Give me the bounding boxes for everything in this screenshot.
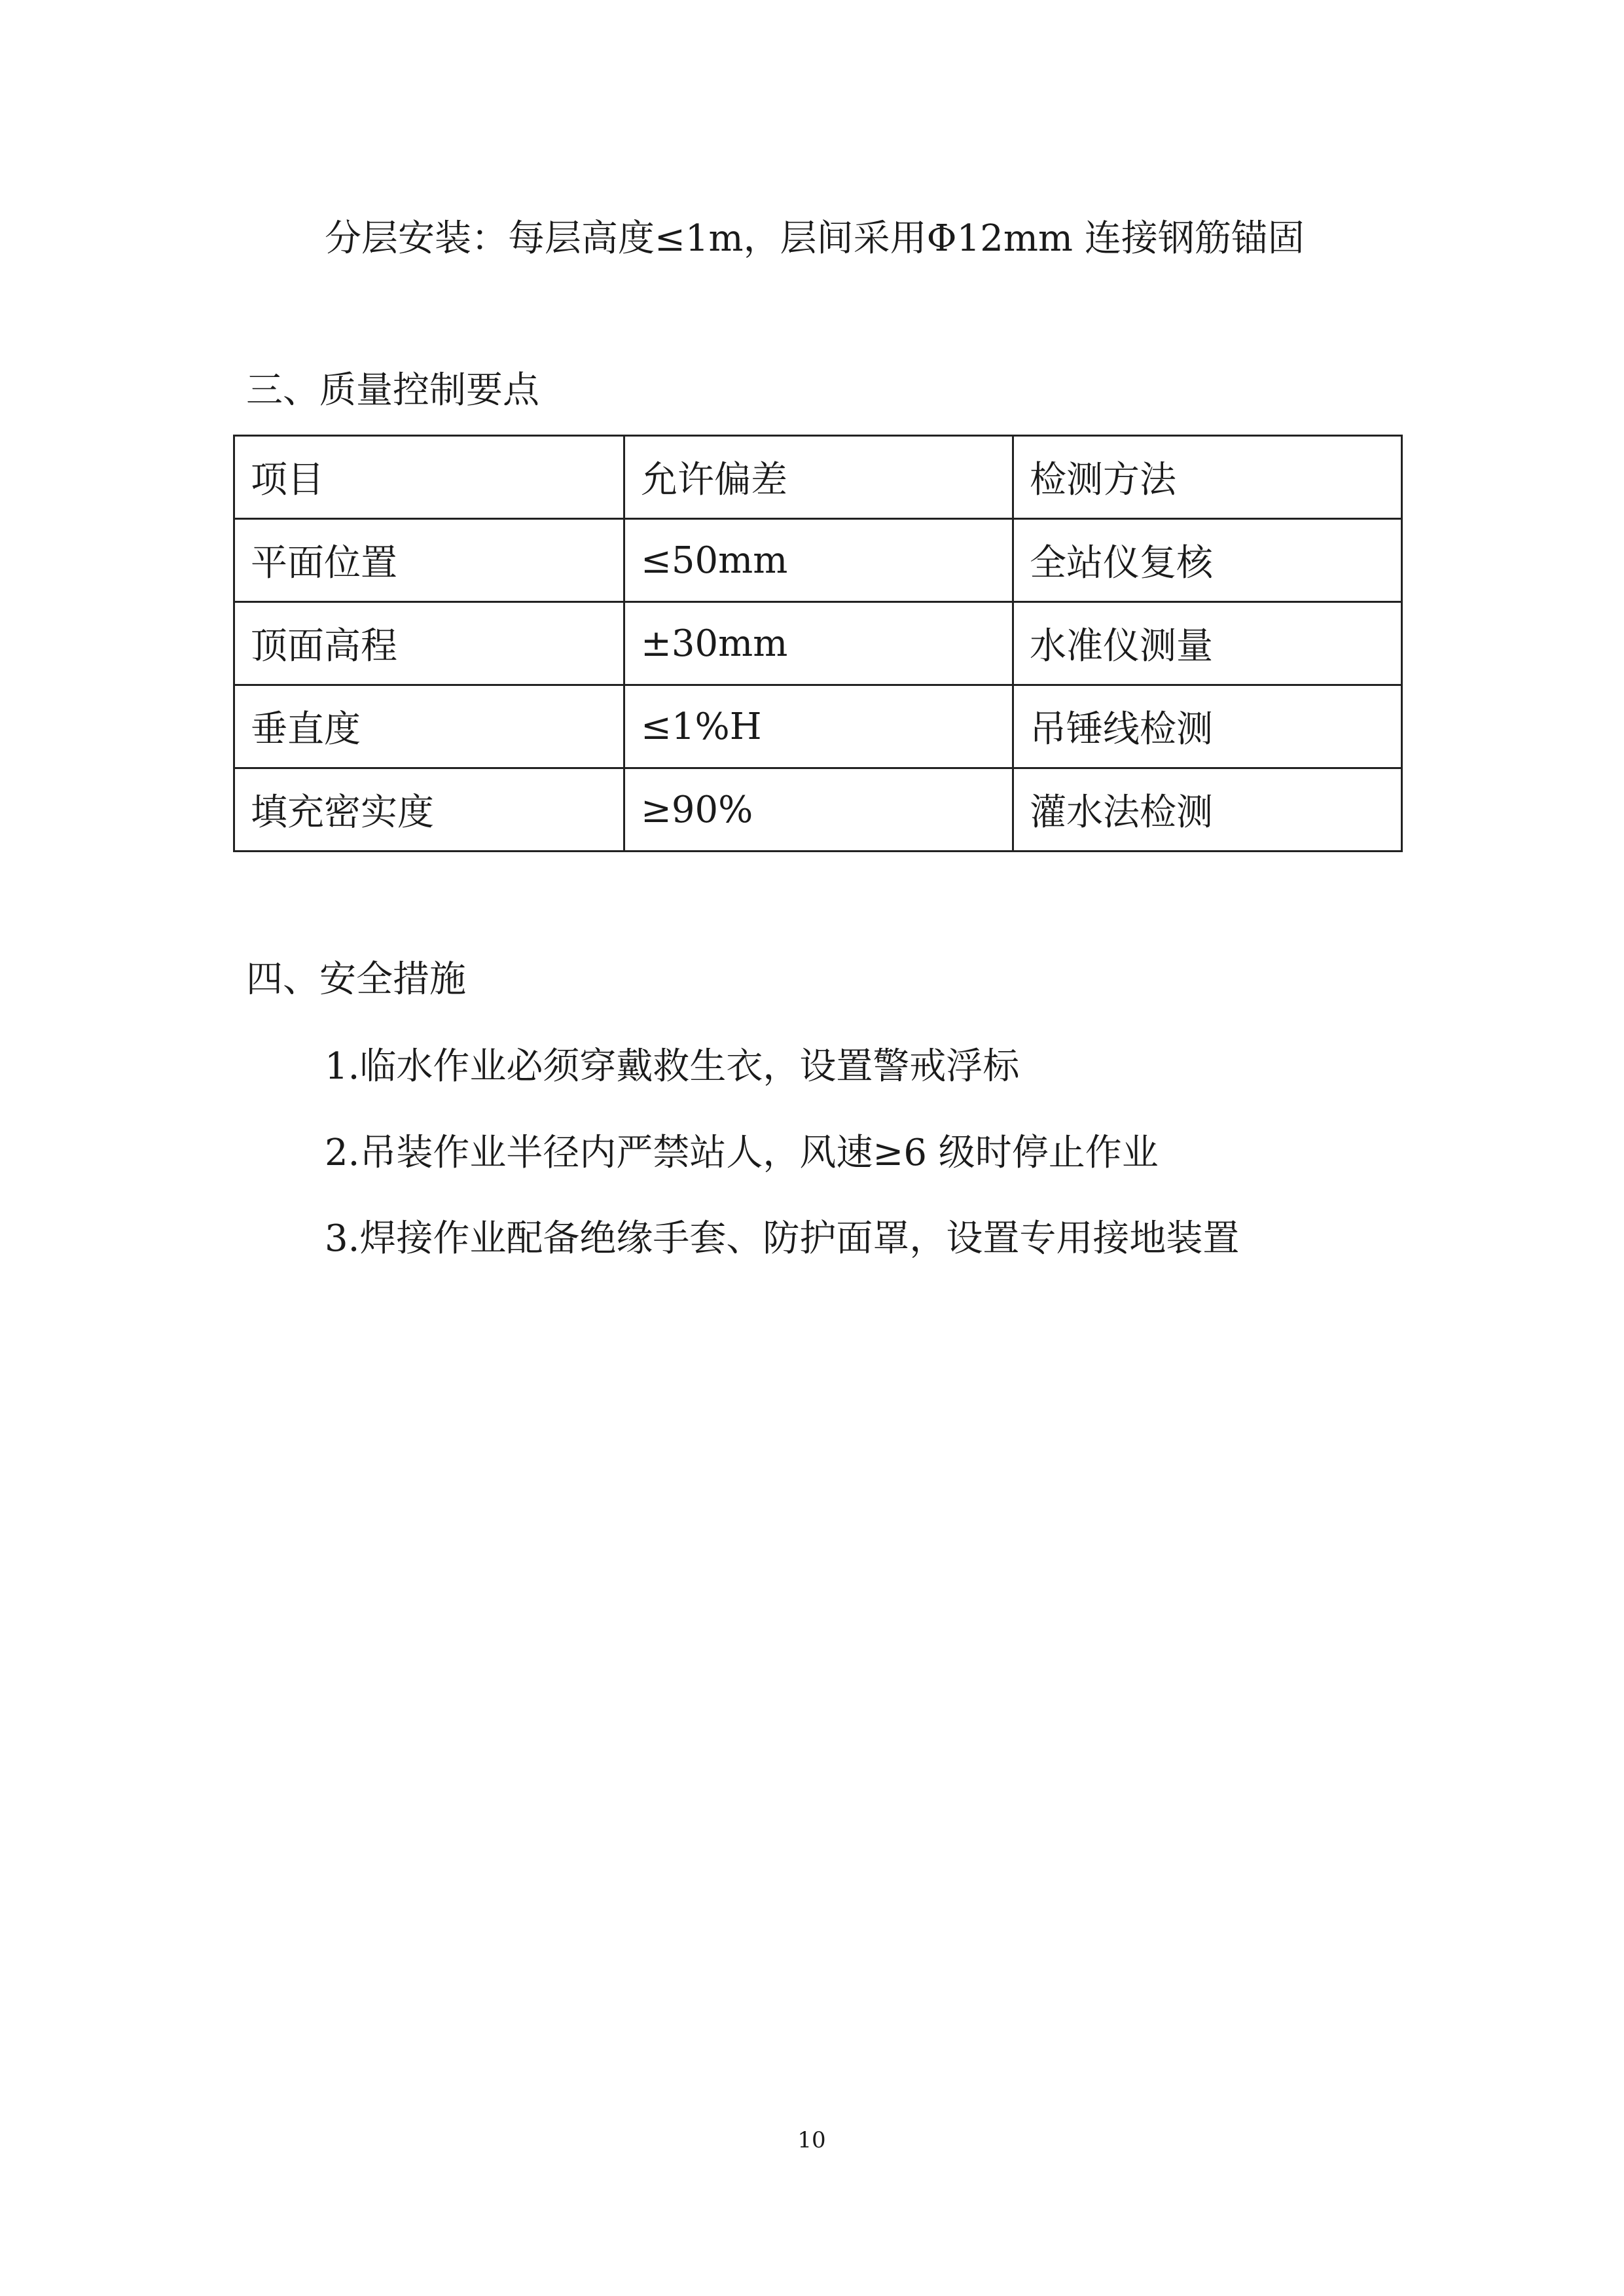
table-header-cell: 允许偏差: [624, 436, 1013, 519]
section-heading-quality-control: 三、质量控制要点: [246, 369, 539, 412]
table-cell-item: 填充密实度: [234, 768, 624, 852]
quality-control-table: [233, 435, 1403, 852]
table-cell-deviation: ≤1%H: [624, 685, 1013, 768]
table-cell-method: 全站仪复核: [1013, 519, 1402, 602]
page-number: 10: [797, 2127, 826, 2153]
table-header-cell: 检测方法: [1013, 436, 1402, 519]
table-cell-deviation: ≥90%: [624, 768, 1013, 852]
table-header-row: [234, 436, 1402, 519]
table-cell-item: 垂直度: [234, 685, 624, 768]
table-row: [234, 768, 1402, 852]
safety-measure-item: 3.焊接作业配备绝缘手套、防护面罩，设置专用接地装置: [325, 1217, 1240, 1260]
table-cell-method: 吊锤线检测: [1013, 685, 1402, 768]
table-cell-item: 平面位置: [234, 519, 624, 602]
table-header-cell: 项目: [234, 436, 624, 519]
safety-measure-item: 2.吊装作业半径内严禁站人，风速≥6 级时停止作业: [325, 1132, 1159, 1174]
safety-measure-item: 1.临水作业必须穿戴救生衣，设置警戒浮标: [325, 1045, 1020, 1088]
table-row: [234, 685, 1402, 768]
table-cell-deviation: ≤50mm: [624, 519, 1013, 602]
section-heading-safety-measures: 四、安全措施: [246, 958, 466, 1001]
intro-paragraph: 分层安装：每层高度≤1m，层间采用Φ12mm 连接钢筋锚固: [325, 217, 1305, 260]
table-row: [234, 519, 1402, 602]
table-row: [234, 602, 1402, 685]
table-cell-deviation: ±30mm: [624, 602, 1013, 685]
table-cell-method: 灌水法检测: [1013, 768, 1402, 852]
table-cell-method: 水准仪测量: [1013, 602, 1402, 685]
table-cell-item: 顶面高程: [234, 602, 624, 685]
